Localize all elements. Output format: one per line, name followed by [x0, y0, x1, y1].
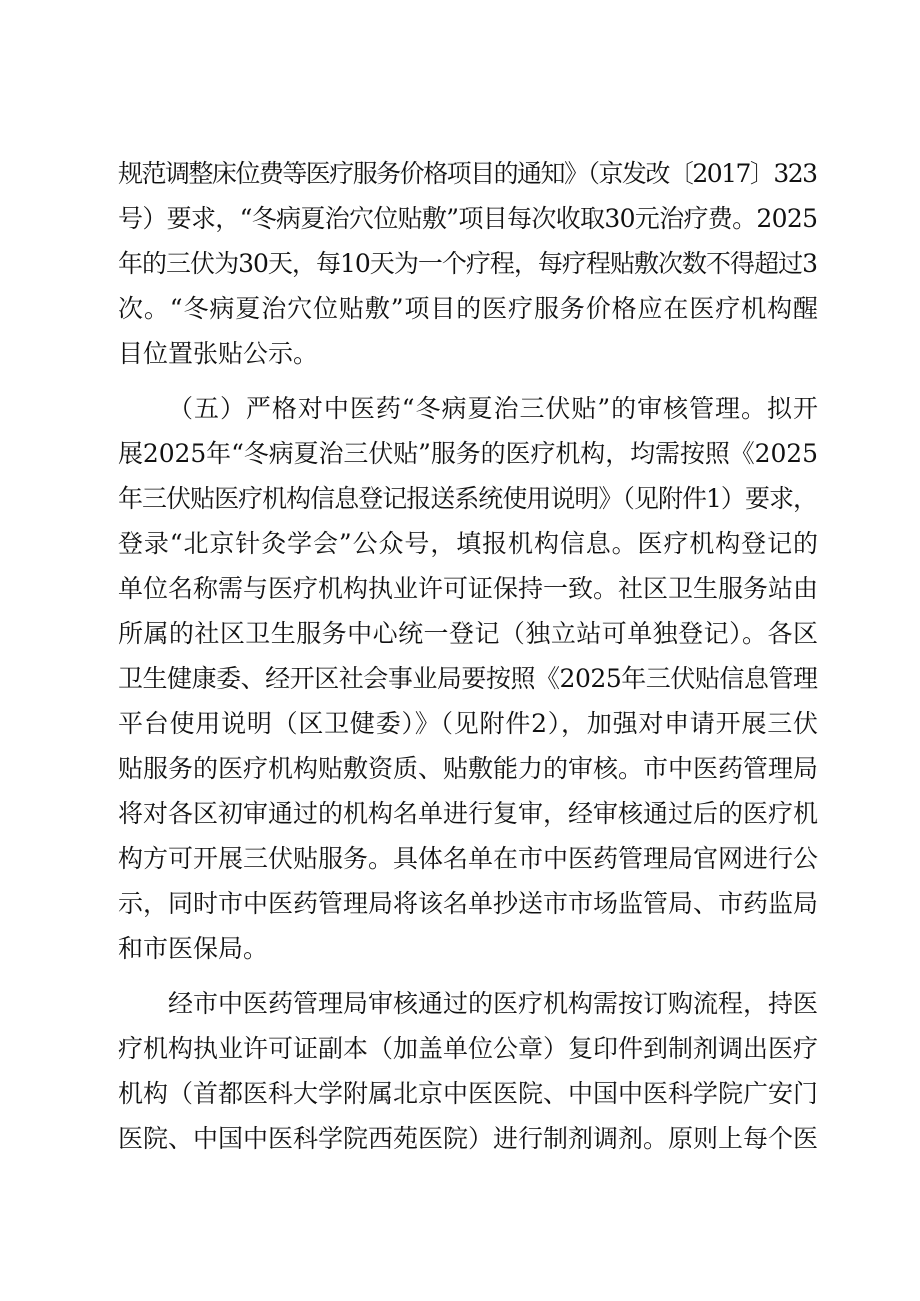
- text-line: 疗机构执业许可证副本（加盖单位公章）复印件到制剂调出医疗: [118, 1034, 818, 1063]
- text-line: 将对各区初审通过的机构名单进行复审，经审核通过后的医疗机: [118, 799, 818, 828]
- text-line: 年三伏贴医疗机构信息登记报送系统使用说明》（见附件1）要求，: [118, 484, 818, 513]
- text-line: 登录“北京针灸学会”公众号，填报机构信息。医疗机构登记的: [118, 529, 819, 558]
- text-line: 年的三伏为30天，每10天为一个疗程，每疗程贴敷次数不得超过3: [118, 249, 818, 278]
- text-line: 机构（首都医科大学附属北京中医医院、中国中医科学院广安门: [118, 1079, 818, 1108]
- text-line: 卫生健康委、经开区社会事业局要按照《2025年三伏贴信息管理: [118, 664, 818, 693]
- text-line: 和市医保局。: [118, 934, 269, 963]
- text-line: 号）要求，“冬病夏治穴位贴敷”项目每次收取30元治疗费。2025: [118, 204, 818, 233]
- text-line: 构方可开展三伏贴服务。具体名单在市中医药管理局官网进行公: [118, 844, 818, 873]
- text-line: 平台使用说明（区卫健委）》（见附件2），加强对申请开展三伏: [118, 709, 819, 738]
- text-line: 所属的社区卫生服务中心统一登记（独立站可单独登记）。各区: [118, 619, 819, 648]
- text-line: 贴服务的医疗机构贴敷资质、贴敷能力的审核。市中医药管理局: [118, 754, 818, 783]
- paragraph-start-line: （五）严格对中医药“冬病夏治三伏贴”的审核管理。拟开: [168, 394, 819, 423]
- text-line: 次。“冬病夏治穴位贴敷”项目的医疗服务价格应在医疗机构醒: [118, 294, 819, 323]
- text-line: 规范调整床位费等医疗服务价格项目的通知》（京发改〔2017〕323: [118, 159, 817, 188]
- text-line: 单位名称需与医疗机构执业许可证保持一致。社区卫生服务站由: [118, 574, 818, 603]
- text-line: 示，同时市中医药管理局将该名单抄送市市场监管局、市药监局: [118, 889, 818, 918]
- text-line: 展2025年“冬病夏治三伏贴”服务的医疗机构，均需按照《2025: [118, 439, 818, 468]
- text-line: 医院、中国中医科学院西苑医院）进行制剂调剂。原则上每个医: [118, 1124, 818, 1153]
- text-line: 目位置张贴公示。: [118, 339, 319, 368]
- paragraph-start-line: 经市中医药管理局审核通过的医疗机构需按订购流程，持医: [168, 989, 818, 1018]
- document-body: [118, 151, 818, 1161]
